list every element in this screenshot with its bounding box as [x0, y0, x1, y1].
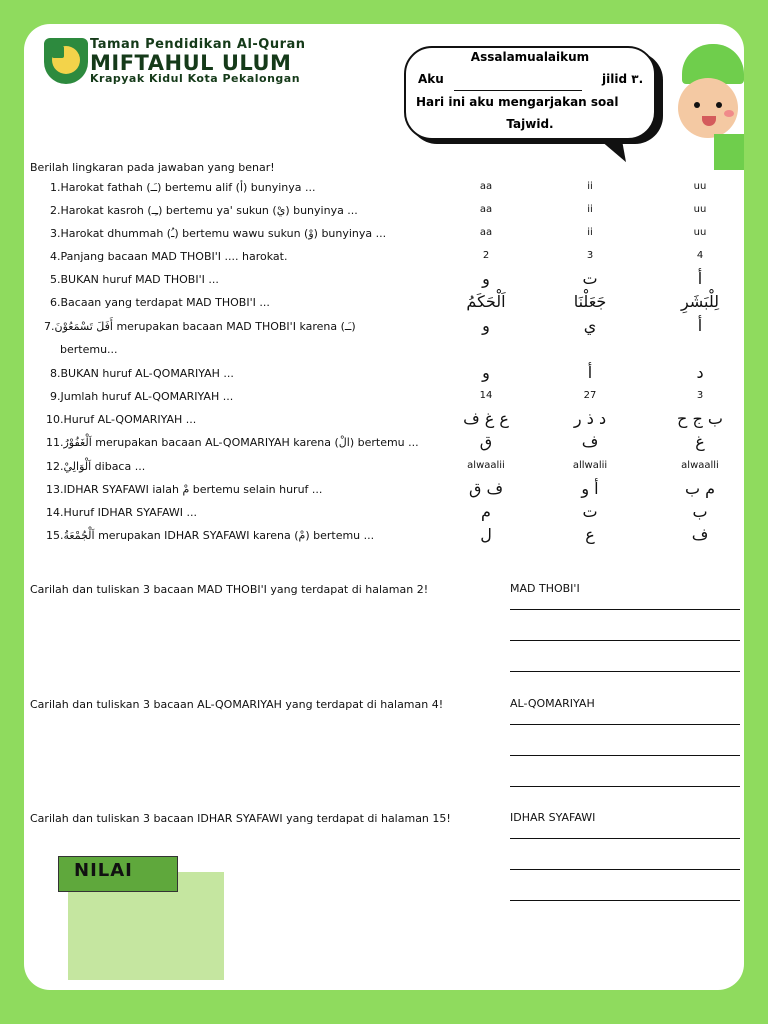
answer-option[interactable]: ب ج ح: [677, 409, 723, 428]
question-text: 15.اَلْجُمْعَةُ merupakan IDHAR SYAFAWI karena (مْ) bertemu ...: [46, 529, 375, 542]
question-text: 2.Harokat kasroh (ـِـ) bertemu ya' sukun (يْ) bunyinya ...: [50, 204, 358, 217]
jilid-label: jilid ٣.: [602, 72, 644, 86]
answer-option[interactable]: ف: [691, 525, 709, 544]
answer-option[interactable]: ت: [582, 502, 598, 521]
answer-option[interactable]: م ب: [684, 479, 716, 498]
question-text: 12.اَلْوَالِيْ dibaca ...: [46, 460, 146, 473]
answer-option[interactable]: alwaalli: [681, 460, 719, 471]
answer-option[interactable]: أ: [697, 269, 703, 288]
answer-option[interactable]: لِلْبَشَرِ: [680, 292, 720, 311]
answer-line[interactable]: [510, 724, 740, 725]
answer-option[interactable]: و: [482, 269, 490, 288]
answer-option[interactable]: جَعَلْنَا: [573, 292, 607, 311]
score-label: NILAI: [74, 860, 133, 881]
answer-option[interactable]: uu: [693, 204, 707, 215]
answer-option[interactable]: 14: [479, 390, 493, 401]
name-blank[interactable]: [454, 90, 582, 91]
bubble-line-2: Hari ini aku mengarjakan soal: [416, 95, 619, 109]
answer-option[interactable]: ع: [585, 525, 595, 544]
question-text-continued: bertemu...: [60, 343, 118, 356]
question-text: 14.Huruf IDHAR SYAFAWI ...: [46, 506, 197, 519]
answer-option[interactable]: أ: [697, 316, 703, 335]
answer-option[interactable]: ف ق: [468, 479, 504, 498]
answer-line[interactable]: [510, 869, 740, 870]
answer-option[interactable]: أ و: [581, 479, 599, 498]
answer-line[interactable]: [510, 900, 740, 901]
answer-option[interactable]: غ: [695, 432, 705, 451]
answer-option[interactable]: allwalii: [572, 460, 608, 471]
school-name: MIFTAHUL ULUM: [90, 51, 292, 75]
answer-option[interactable]: و: [482, 363, 490, 382]
worksheet: [24, 24, 744, 990]
answer-option[interactable]: م: [481, 502, 491, 521]
task-label: IDHAR SYAFAWI: [510, 811, 596, 824]
answer-line[interactable]: [510, 786, 740, 787]
question-text: 6.Bacaan yang terdapat MAD THOBI'I ...: [50, 296, 270, 309]
answer-option[interactable]: د: [696, 363, 704, 382]
answer-option[interactable]: aa: [479, 227, 493, 238]
answer-line[interactable]: [510, 640, 740, 641]
bubble-line-3: Tajwid.: [506, 117, 554, 131]
question-text: 10.Huruf AL-QOMARIYAH ...: [46, 413, 197, 426]
task-instruction: Carilah dan tuliskan 3 bacaan AL-QOMARIYAH yang terdapat di halaman 4!: [30, 698, 444, 711]
question-text: 7.أَفَلَ تَسْمَعُوْنَ merupakan bacaan MAD THOBI'I karena (ـَـ): [44, 320, 356, 333]
school-logo-icon: [44, 38, 88, 84]
task-instruction: Carilah dan tuliskan 3 bacaan IDHAR SYAFAWI yang terdapat di halaman 15!: [30, 812, 451, 825]
answer-option[interactable]: 3: [586, 250, 594, 261]
question-text: 1.Harokat fathah (ـَـ) bertemu alif (أ) bunyinya ...: [50, 181, 316, 194]
answer-option[interactable]: ii: [587, 181, 593, 192]
answer-option[interactable]: اَلْحَكَمُ: [466, 292, 506, 311]
answer-option[interactable]: 2: [482, 250, 490, 261]
answer-option[interactable]: 27: [583, 390, 597, 401]
answer-option[interactable]: ii: [587, 227, 593, 238]
question-text: 5.BUKAN huruf MAD THOBI'I ...: [50, 273, 219, 286]
answer-line[interactable]: [510, 755, 740, 756]
answer-option[interactable]: ii: [587, 204, 593, 215]
question-text: 11.اَلْغَفُوْرُ merupakan bacaan AL-QOMARIYAH karena (الْ) bertemu ...: [46, 436, 419, 449]
answer-option[interactable]: د ذ ر: [573, 409, 607, 428]
question-text: 3.Harokat dhummah (ـُ) bertemu wawu sukun (وْ) bunyinya ...: [50, 227, 387, 240]
answer-line[interactable]: [510, 609, 740, 610]
answer-option[interactable]: aa: [479, 181, 493, 192]
question-text: 13.IDHAR SYAFAWI ialah مْ bertemu selain huruf ...: [46, 483, 323, 496]
school-type: Taman Pendidikan Al-Quran: [90, 37, 306, 52]
answer-option[interactable]: uu: [693, 227, 707, 238]
answer-option[interactable]: ل: [480, 525, 492, 544]
question-text: 9.Jumlah huruf AL-QOMARIYAH ...: [50, 390, 234, 403]
answer-option[interactable]: ي: [583, 316, 597, 335]
task-label: MAD THOBI'I: [510, 582, 580, 595]
answer-option[interactable]: ع غ ف: [463, 409, 509, 428]
question-text: 4.Panjang bacaan MAD THOBI'I .... harokat.: [50, 250, 288, 263]
answer-option[interactable]: aa: [479, 204, 493, 215]
answer-option[interactable]: ب: [692, 502, 708, 521]
answer-option[interactable]: ت: [582, 269, 598, 288]
instruction: Berilah lingkaran pada jawaban yang benar!: [30, 161, 275, 174]
task-instruction: Carilah dan tuliskan 3 bacaan MAD THOBI'I yang terdapat di halaman 2!: [30, 583, 429, 596]
speech-bubble: [404, 46, 656, 140]
school-address: Krapyak Kidul Kota Pekalongan: [90, 72, 301, 85]
answer-option[interactable]: و: [482, 316, 490, 335]
answer-option[interactable]: ف: [581, 432, 599, 451]
boy-mascot-icon: [664, 44, 744, 170]
answer-option[interactable]: ق: [479, 432, 493, 451]
answer-line[interactable]: [510, 838, 740, 839]
answer-line[interactable]: [510, 671, 740, 672]
task-label: AL-QOMARIYAH: [510, 697, 595, 710]
answer-option[interactable]: uu: [693, 181, 707, 192]
answer-option[interactable]: أ: [587, 363, 593, 382]
answer-option[interactable]: 3: [696, 390, 704, 401]
aku-label: Aku: [418, 72, 444, 86]
greeting: Assalamualaikum: [470, 50, 590, 64]
question-text: 8.BUKAN huruf AL-QOMARIYAH ...: [50, 367, 234, 380]
answer-option[interactable]: 4: [696, 250, 704, 261]
answer-option[interactable]: alwaalii: [467, 460, 505, 471]
